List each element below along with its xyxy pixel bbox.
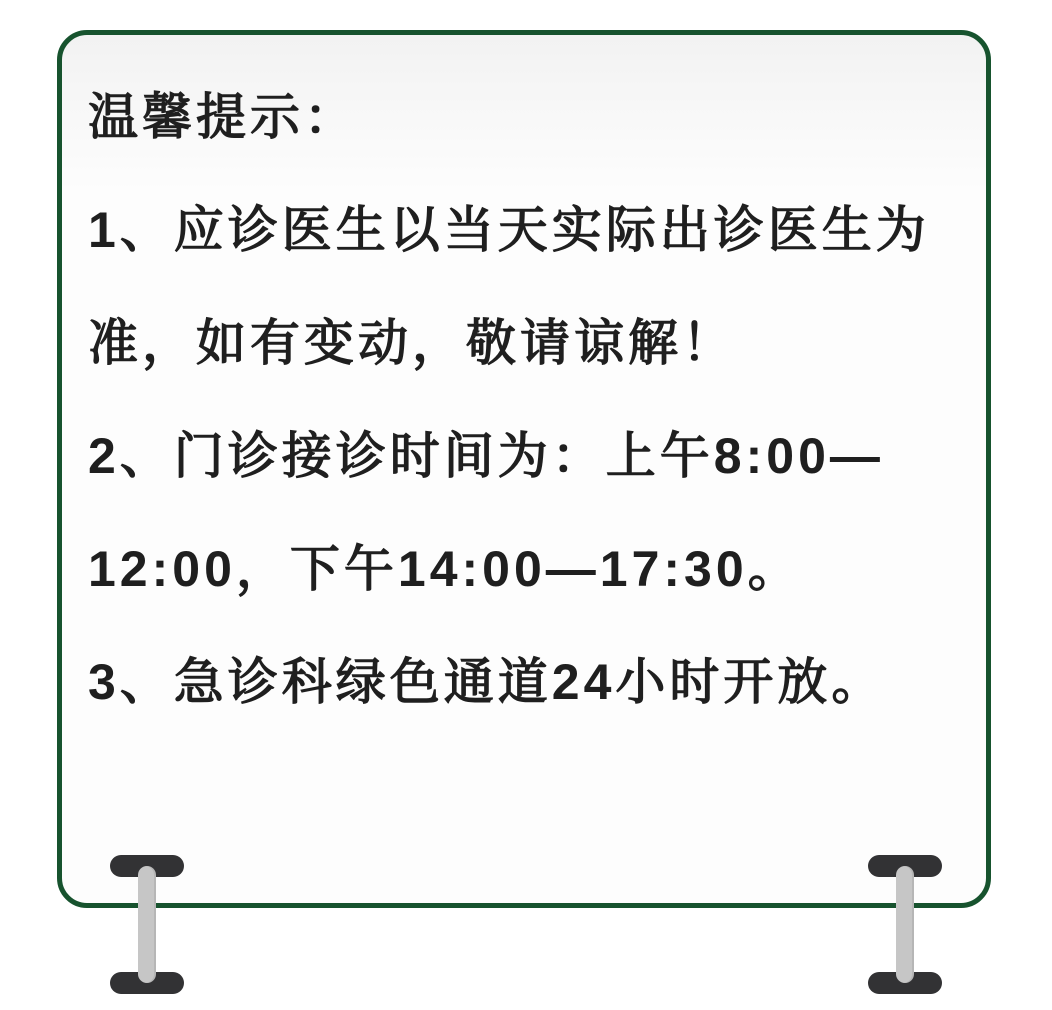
notice-line-5: 3、急诊科绿色通道24小时开放。	[88, 654, 886, 710]
notice-panel	[57, 30, 991, 908]
notice-line-3: 2、门诊接诊时间为：上午8:00—	[88, 428, 884, 484]
leg-left-pole	[138, 866, 156, 983]
stand-leg-right	[868, 855, 942, 994]
notice-line-1: 1、应诊医生以当天实际出诊医生为	[88, 202, 930, 258]
notice-line-4: 12:00，下午14:00—17:30。	[88, 541, 802, 597]
notice-line-2: 准，如有变动，敬请谅解！	[88, 315, 736, 371]
notice-content	[88, 61, 976, 739]
leg-right-pole	[896, 866, 914, 983]
notice-title: 温馨提示：	[88, 89, 358, 145]
stand-leg-left	[110, 855, 184, 994]
